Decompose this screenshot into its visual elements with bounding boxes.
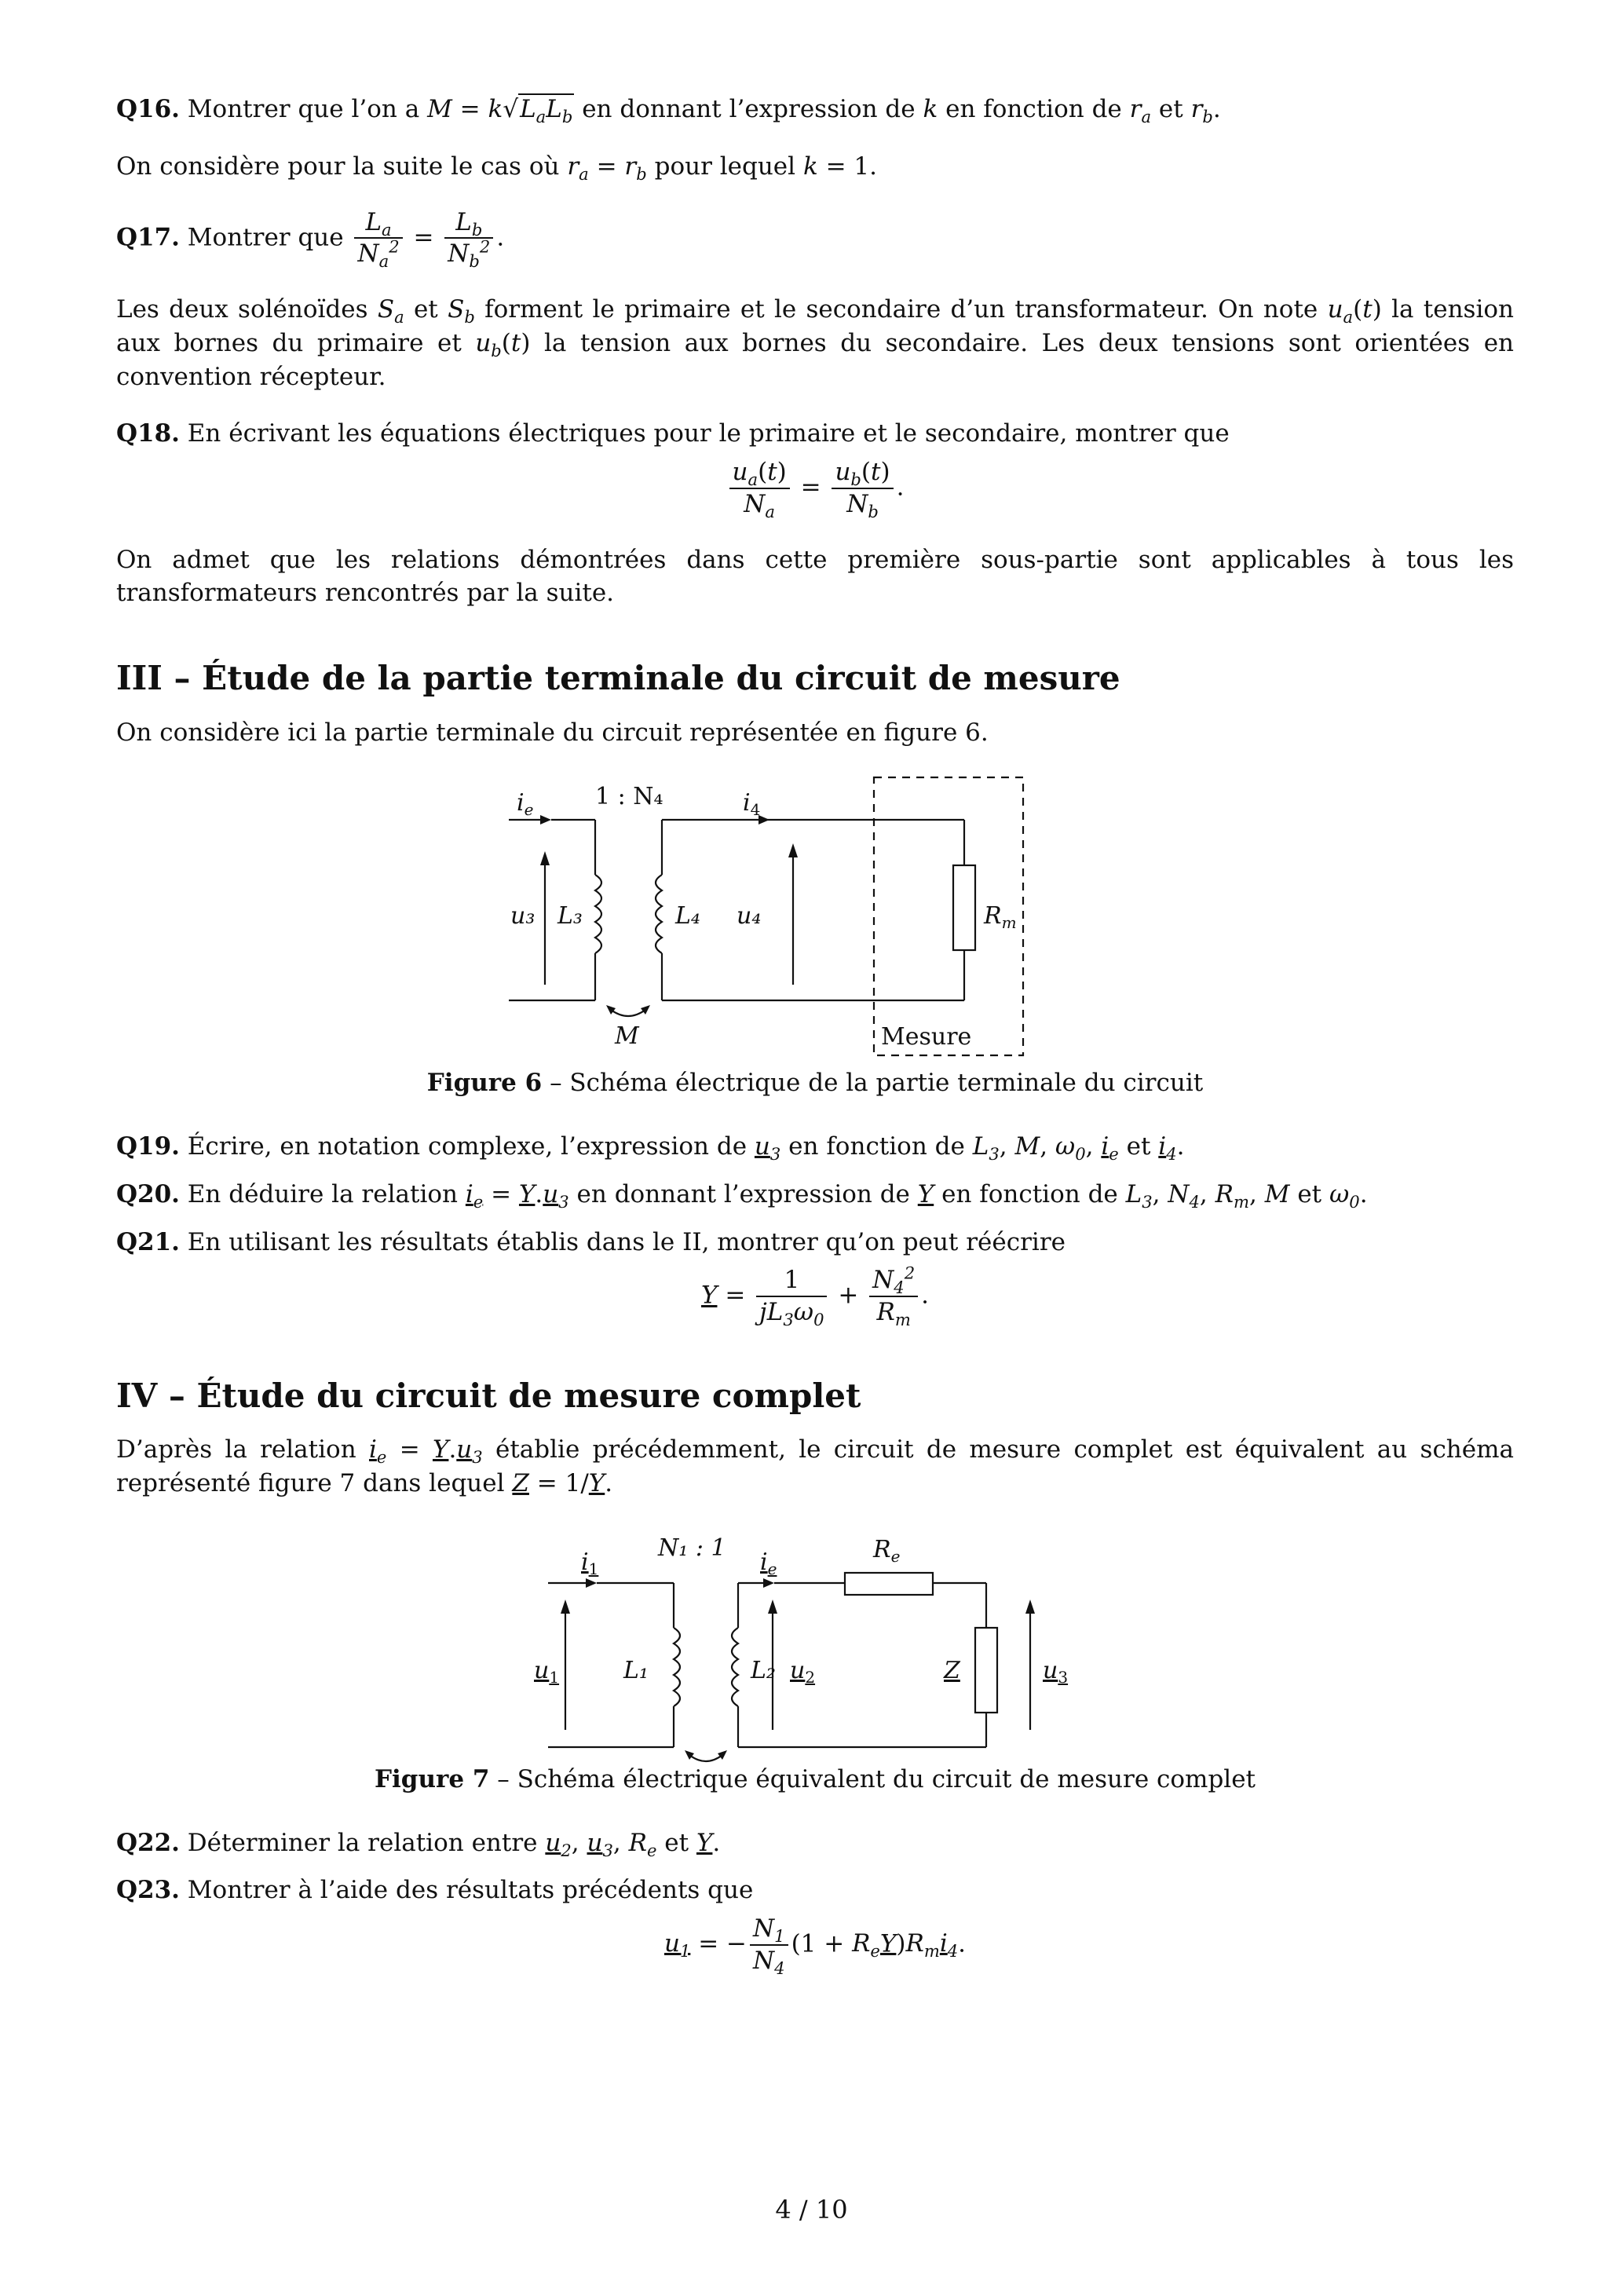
figure-6-circuit (509, 773, 1121, 1063)
q17: Q17. Montrer que $\frac{L_a}{N_a^2}$ = $\frac{L_b}{N_b^2}$ . (116, 207, 505, 272)
q22: Q22. Déterminer la relation entre $u_2$, $u_3$, $R_e$ et Y. (116, 1828, 721, 1860)
fig6-M-label: M (615, 1022, 639, 1051)
section-4-intro: D’après la relation $i_e = Y.u_3$ établie précédemment, le circuit de mesure complet est équivalent au schéma représenté figure 7 dans lequel Z = 1/Y. (116, 1435, 1515, 1497)
fig7-ie-label: $i_e$ (760, 1548, 777, 1578)
section-4-title: IV – Étude du circuit de mesure complet (116, 1376, 861, 1415)
fig7-L2-label: L₂ (751, 1656, 776, 1684)
fig6-u3-label: u₃ (510, 902, 536, 930)
fig6-rm-label: $R_m$ (984, 902, 1017, 933)
q20: Q20. En déduire la relation $i_e = Y.u_3$ en donnant l’expression de Y en fonction de $L_3$, $N_4$, $R_m$, M et $\omega_0$. (116, 1179, 1368, 1212)
fig6-ie-label: $i_e$ (517, 789, 534, 820)
section-3-title: III – Étude de la partie terminale du circuit de mesure (116, 659, 1120, 698)
fig6-L3-label: L₃ (557, 902, 583, 930)
fig7-u1-label: $u_1$ (534, 1656, 560, 1687)
figure-7-caption: Figure 7 – Schéma électrique équivalent du circuit de mesure complet (374, 1764, 1256, 1793)
q23-equation: $u_1$ = − $\frac{N_1}{N_4}$ $(1 + R_eY)R_mi_4$. (663, 1914, 967, 1978)
fig7-re-label: $R_e$ (873, 1535, 901, 1566)
figure-6-caption: Figure 6 – Schéma électrique de la partie terminale du circuit (426, 1069, 1204, 1098)
q18: Q18. En écrivant les équations électriques pour le primaire et le secondaire, montrer que (116, 419, 1230, 448)
q16: Q16. Montrer que l’on a $M = k√L_aL_b$ en donnant l’expression de k en fonction de $r_a$ et $r_b$. (116, 95, 1221, 127)
fig7-u3-label: $u_3$ (1043, 1656, 1069, 1687)
page-content (116, 93, 1514, 2000)
q21: Q21. En utilisant les résultats établis dans le II, montrer qu’on peut réécrire (116, 1227, 1066, 1256)
fig7-i1-label: $i_1$ (581, 1548, 599, 1578)
q23: Q23. Montrer à l’aide des résultats précédents que (116, 1876, 754, 1905)
solenoid-paragraph: Les deux solénoïdes $S_a$ et $S_b$ forment le primaire et le secondaire d’un transformateur. On note $u_a(t)$ la tension aux bornes du primaire et $u_b(t)$ la tension aux bornes du secondaire. Les deux tensions sont orientées en convention récepteur. (116, 295, 1515, 391)
fig7-ratio: N₁ : 1 (658, 1534, 726, 1562)
q18-equation: $\frac{u_a(t)}{N_a}$ = $\frac{u_b(t)}{N_b}$ . (116, 457, 1514, 520)
fig6-u4-label: u₄ (737, 902, 762, 930)
section-3-intro: On considère ici la partie terminale du circuit représentée en figure 6. (116, 718, 989, 747)
fig6-mesure-label: Mesure (881, 1023, 972, 1051)
fig7-u2-label: $u_2$ (790, 1656, 816, 1687)
figure-6 (509, 773, 1121, 1063)
figure-7-circuit (534, 1524, 1090, 1760)
fig6-i4-label: $i_4$ (743, 789, 761, 820)
admission-paragraph: On admet que les relations démontrées dans cette première sous-partie sont applicables à tous les transformateurs rencontrés par la suite. (116, 545, 1514, 608)
fig7-L1-label: L₁ (623, 1656, 649, 1684)
fig7-z-label: Z (944, 1656, 960, 1684)
q19: Q19. Écrire, en notation complexe, l’expression de $u_3$ en fonction de $L_3$, M, $\omega_0$, $i_e$ et $i_4$. (116, 1132, 1185, 1164)
fig6-L4-label: L₄ (675, 902, 700, 930)
page-number: 4 / 10 (775, 2195, 848, 2225)
fig6-ratio: 1 : N₄ (595, 783, 663, 811)
figure-7 (534, 1524, 1090, 1760)
q21-equation: Y = $\frac{1}{jL_3\omega_0}$ + $\frac{N_4^2}{R_m}$ . (701, 1263, 929, 1330)
case-statement: On considère pour la suite le cas où $r_a = r_b$ pour lequel k = 1. (116, 152, 877, 184)
